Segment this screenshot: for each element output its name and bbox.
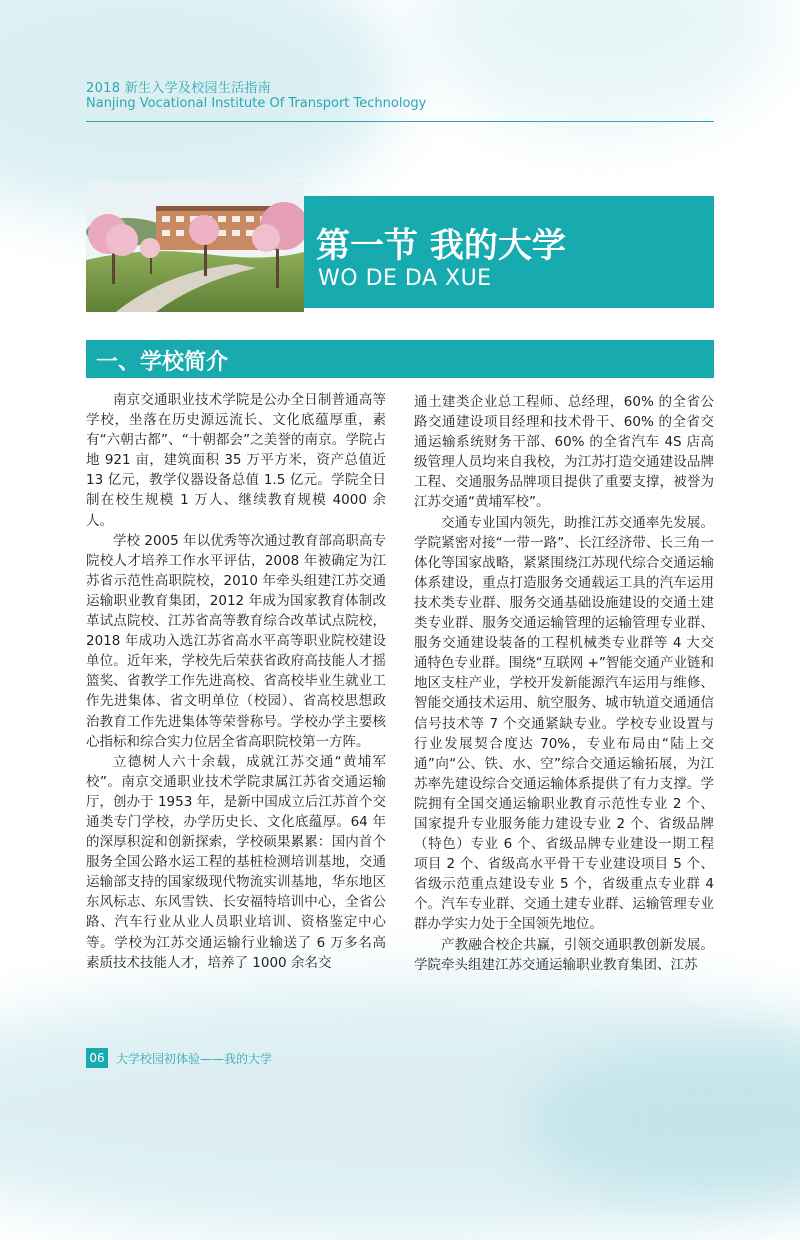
paragraph-continued: 通土建类企业总工程师、总经理，60% 的全省公路交通建设项目经理和技术骨干、60% 的全省交通运输系统财务干部、60% 的全省汽车 4S 店高级管理人员均来自我校，为江苏打造交通建设品牌工程、交通服务品牌项目提供了重要支撑，被誉为江苏交通“黄埔军校”。 (414, 394, 714, 511)
running-footer: 大学校园初体验——我的大学 (116, 1052, 273, 1066)
section-title: 第一节 我的大学 (316, 226, 566, 266)
header-divider (86, 121, 714, 122)
campus-photo-illustration (86, 182, 304, 312)
watercolor-wash (420, 0, 780, 130)
paragraph: 产教融合校企共赢，引领交通职教创新发展。学院牵头组建江苏交通运输职业教育集团、江苏 (414, 936, 714, 973)
paragraph: 立德树人六十余载，成就江苏交通“黄埔军校”。南京交通职业技术学院隶属江苏省交通运输厅，创办于 1953 年，是新中国成立后江苏首个交通类专门学校，办学历史长、文化底蕴厚。64 年的深厚积淀和创新探索，学校硕果累累：国内首个服务全国公路水运工程的基桩检测培训基地，交通运输部支持的国家级现代物流实训基地，华东地区东风标志、东风雪铁、长安福特培训中心，全省公路、汽车行业从业人员职业培训、资格鉴定中心等。学校为江苏交通运输行业输送了 6 万多名高素质技术技能人才，培养了 1000 余名交 (86, 753, 386, 971)
campus-photo (86, 182, 304, 312)
left-text-column (86, 390, 386, 973)
running-header-cn: 2018 新生入学及校园生活指南 (86, 81, 272, 96)
subsection-title: 一、学校简介 (96, 350, 229, 375)
running-header-en: Nanjing Vocational Institute Of Transport Technology (86, 96, 427, 111)
paragraph: 学校 2005 年以优秀等次通过教育部高职高专院校人才培养工作水平评估，2008 年被确定为江苏省示范性高职院校，2010 年牵头组建江苏交通运输职业教育集团，2012 年成为国家教育体制改革试点院校、江苏省高等教育综合改革试点院校，2018 年成功入选江苏省高水平高等职业院校建设单位。近年来，学校先后荣获省政府高技能人才摇篮奖、省教学工作先进高校、省高校毕业生就业工作先进集体、省文明单位（校园）、省高校思想政治教育工作先进集体等荣誉称号。学校办学主要核心指标和综合实力位居全省高职院校第一方阵。 (86, 532, 386, 750)
right-text-column (414, 392, 714, 975)
paragraph: 交通专业国内领先，助推江苏交通率先发展。学院紧密对接“一带一路”、长江经济带、长三角一体化等国家战略，紧紧围绕江苏现代综合交通运输体系建设，重点打造服务交通载运工具的汽车运用技术类专业群、服务交通基础设施建设的交通土建类专业群、服务交通运输管理的运输管理专业群、服务交通建设装备的工程机械类专业群等 4 大交通特色专业群。围绕“互联网 +”智能交通产业链和地区支柱产业，学校开发新能源汽车运用与维修、智能交通技术运用、航空服务、城市轨道交通通信信号技术等 7 个交通紧缺专业。学校专业设置与行业发展契合度达 70%，专业布局由“陆上交通”向“公、铁、水、空”综合交通运输拓展，为江苏率先建设综合交通运输体系提供了有力支撑。学院拥有全国交通运输职业教育示范性专业 2 个、国家提升专业服务能力建设专业 2 个、省级品牌（特色）专业 6 个、省级品牌专业建设一期工程项目 2 个、省级高水平骨干专业建设项目 5 个、省级示范重点建设专业 5 个，省级重点专业群 4 个。汽车专业群、交通土建专业群、运输管理专业群办学实力处于全国领先地位。 (414, 514, 714, 933)
paragraph: 南京交通职业技术学院是公办全日制普通高等学校，坐落在历史源远流长、文化底蕴厚重，素有“六朝古都”、“十朝都会”之美誉的南京。学院占地 921 亩，建筑面积 35 万平方米，资产总值近 13 亿元，教学仪器设备总值 1.5 亿元。学院全日制在校生规模 1 万人、继续教育规模 4000 余人。 (86, 392, 386, 529)
page-number: 06 (86, 1048, 108, 1068)
section-subtitle: WO DE DA XUE (318, 266, 492, 291)
